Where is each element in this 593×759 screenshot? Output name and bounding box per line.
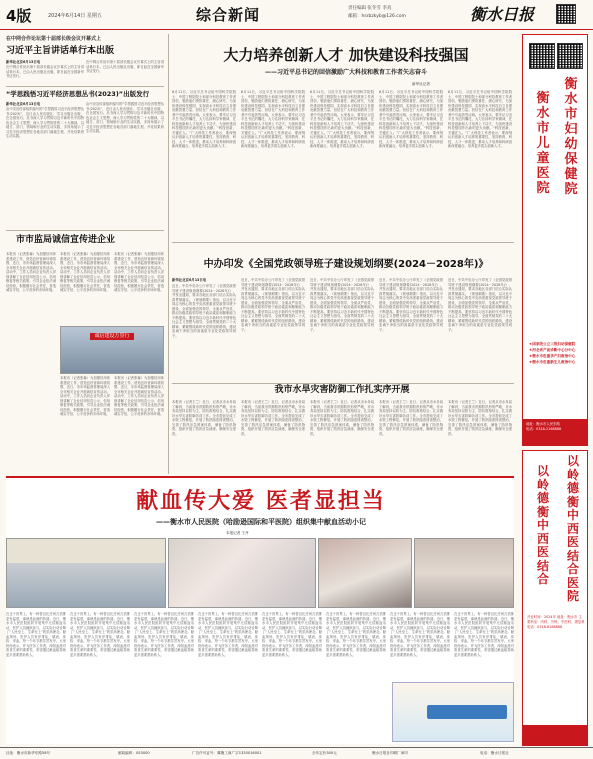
feature-corner-logo [392,682,514,742]
article-body: 6月11日，习近平总书记给中国科学院院士、中国工程院院士和部分科技教育工作者回信，勉励他们勇担重任、潜心研究，为加快建设科技强国、实现高水平科技自立自强贡献智慧力量。回信在广大科技和教育工作者中引起热烈反响。大家表示，要牢记习近平总书记的嘱托，大力弘扬科学家精神，在科技创新和人才培养上下功夫，为加快建设科技强国作出新的更大贡献。“科技创新，关键在人。”广大科技工作者表示，要深刻认识创新人才培养的重要性，坚持教育、科技、人才一体推进，推动人才培养和科研创新深度融合，培养更多拔尖创新人才。 [310,90,374,148]
article-body: 在这个世界上，有一种善良比任何言语都更有温度，那就是血液的传递。近日，衡水市人民医院组织开展集中无偿献血活动，医护人员踊跃参与，以实际行动诠释了“人民至上、生命至上”的崇高理念。献血现场，医护人员有序排队，填表、体检、采血，每一个环节都井然有序。大家纷纷表示，作为医务工作者，深知血液对患者生命的重要性，希望通过献血能帮助更多需要帮助的人。 [262,612,322,657]
article-body: 6月11日，习近平总书记给中国科学院院士、中国工程院院士和部分科技教育工作者回信，勉励他们勇担重任、潜心研究，为加快建设科技强国、实现高水平科技自立自强贡献智慧力量。回信在广大科技和教育工作者中引起热烈反响。大家表示，要牢记习近平总书记的嘱托，大力弘扬科学家精神，在科技创新和人才培养上下功夫，为加快建设科技强国作出新的更大贡献。“科技创新，关键在人。”广大科技工作者表示，要深刻认识创新人才培养的重要性，坚持教育、科技、人才一体推进，推动人才培养和科研创新深度融合，培养更多拔尖创新人才。 [241,90,305,148]
ad-title: 衡 水 市 妇 幼 保 健 院 [564,77,578,197]
main-top-article [172,34,514,238]
article-headline: 市市监局诚信宣传进企业 [16,235,116,245]
ad-features: ★国家级公立三级妇幼保健院 ★河北省产前诊断中心分中心 ★衡水市危重孕产妇救治中心 ★衡水市危重新生儿救治中心 [529,342,576,364]
article-body: 本报讯（记者王兰）近日，记者从市水务局了解到，当前我市汛期防汛形势严峻，市水务局坚持以防为主、防抗救相结合，扎实做好水旱灾害防御各项工作。全市提前完成了水毁工程修复，开展了防汛隐患排查整治，完善了防汛应急预案体系，储备了防汛物资，组织开展了防汛应急演练，确保安全度汛。 [448,400,512,436]
feature-photo-blood [168,538,316,608]
hospital-ad-maternal [522,34,588,446]
feature-subheadline: ——衡水市人民医院（哈励逊国际和平医院）组织集中献血活动小记 [156,518,366,526]
feature-photo-donor [414,538,514,608]
ad-footer: 地址：衡水市人民东路 电话：0318-2168888 [523,419,587,445]
article-body: 近日，中共中央办公厅印发了《全国党政领导班子建设规划纲要(2024－2028年)》，并发出通知，要求各地区各部门结合实际认真贯彻落实。《规划纲要》指出，以习近平同志为核心的党中央高度重视党政领导班子建设，全面加强党的领导，全面从严治党，推动各级党政领导班子政治素质和履职能力不断提高。要坚持以习近平新时代中国特色社会主义思想为指导，全面贯彻党的二十大精神，紧紧围绕新时代党的组织路线，建设忠诚干净担当的高素质专业化党政领导班子。 [448,278,512,332]
article-body: 在这个世界上，有一种善良比任何言语都更有温度，那就是血液的传递。近日，衡水市人民医院组织开展集中无偿献血活动，医护人员踊跃参与，以实际行动诠释了“人民至上、生命至上”的崇高理念。献血现场，医护人员有序排队，填表、体检、采血，每一个环节都井然有序。大家纷纷表示，作为医务工作者，深知血液对患者生命的重要性，希望通过献血能帮助更多需要帮助的人。 [390,612,450,657]
article-body: 本报讯（记者张赫）为加强信用体系建设工作，营造良好营商环境氛围，近日，市市场监督管理局深入全市相关企业开展诚信宣传活动。活动中，工作人员向企业负责人详细讲解了企业信用信息公示、信用修复等相关政策，引导企业依法诚信经营，积极履行社会责任，营造诚实守信、公平竞争的市场环境。 [60,376,110,416]
banner-text: 诚信建设万里行 [90,333,133,340]
article-body: 本报讯（记者王兰）近日，记者从市水务局了解到，当前我市汛期防汛形势严峻，市水务局坚持以防为主、防抗救相结合，扎实做好水旱灾害防御各项工作。全市提前完成了水毁工程修复，开展了防汛隐患排查整治，完善了防汛应急预案体系，储备了防汛物资，组织开展了防汛应急演练，确保安全度汛。 [241,400,305,436]
editor-email: 邮箱：hsrbzkyb@126.com [348,14,406,19]
ad-title: 以 岭 德 衡 中 西 医 结 合 医 院 [566,454,579,603]
footer-printer: 衡水日报社印刷厂承印 [372,751,408,755]
integrity-banner-photo [60,326,164,374]
article-body: 本报讯（记者张赫）为加强信用体系建设工作，营造良好营商环境氛围，近日，市市场监督管理局深入全市相关企业开展诚信宣传活动。活动中，工作人员向企业负责人详细讲解了企业信用信息公示、信用修复等相关政策，引导企业依法诚信经营，积极履行社会责任，营造诚实守信、公平竞争的市场环境。 [114,252,164,292]
page-number: 4版 [6,7,32,25]
feature-photo-nurses [318,538,412,608]
qr-code-header [556,4,576,24]
article-body: 近日，中共中央办公厅印发了《全国党政领导班子建设规划纲要(2024－2028年)》，并发出通知，要求各地区各部门结合实际认真贯彻落实。《规划纲要》指出，以习近平同志为核心的党中央高度重视党政领导班子建设，全面加强党的领导，全面从严治党，推动各级党政领导班子政治素质和履职能力不断提高。要坚持以习近平新时代中国特色社会主义思想为指导，全面贯彻党的二十大精神，紧紧围绕新时代党的组织路线，建设忠诚干净担当的高素质专业化党政领导班子。 [310,278,374,332]
ad-footer-bar [523,725,587,745]
feature-headline: 献血传大爱 医者显担当 [136,488,386,514]
article-body: 近日，中共中央办公厅印发了《全国党政领导班子建设规划纲要(2024－2028年)》，并发出通知，要求各地区各部门结合实际认真贯彻落实。《规划纲要》指出，以习近平同志为核心的党中央高度重视党政领导班子建设，全面加强党的领导，全面从严治党，推动各级党政领导班子政治素质和履职能力不断提高。要坚持以习近平新时代中国特色社会主义思想为指导，全面贯彻党的二十大精神，紧紧围绕新时代党的组织路线，建设忠诚干净担当的高素质专业化党政领导班子。 [241,278,305,332]
ad-body: 开业时间：2024年 地址：衡水市 主要科室：内科、外科、中医科、康复科 电话：0318-6188888 [527,615,585,629]
issue-date: 2024年6月14日 星期五 [48,13,102,19]
footer-price: 全年定价300元 [312,751,337,755]
article-body: 本报讯（记者王兰）近日，记者从市水务局了解到，当前我市汛期防汛形势严峻，市水务局坚持以防为主、防抗救相结合，扎实做好水旱灾害防御各项工作。全市提前完成了水毁工程修复，开展了防汛隐患排查整治，完善了防汛应急预案体系，储备了防汛物资，组织开展了防汛应急演练，确保安全度汛。 [379,400,443,436]
article-headline: “学思践悟习近平经济思想丛书(2023)”出版发行 [6,90,150,98]
main-mid-article [172,244,514,442]
ad-qr-code [529,43,555,69]
article-byline: 新华社北京6月13日电 [172,278,207,282]
article-kicker: 在中网合作论坛第十届部长级会议开幕式上 [6,36,102,42]
article-body: 本报讯（记者王兰）近日，记者从市水务局了解到，当前我市汛期防汛形势严峻，市水务局坚持以防为主、防抗救相结合，扎实做好水旱灾害防御各项工作。全市提前完成了水毁工程修复，开展了防汛隐患排查整治，完善了防汛应急预案体系，储备了防汛物资，组织开展了防汛应急演练，确保安全度汛。 [310,400,374,436]
editor-line: 责任编辑 张冬雪 李真 [348,6,392,11]
article-body: 6月11日，习近平总书记给中国科学院院士、中国工程院院士和部分科技教育工作者回信，勉励他们勇担重任、潜心研究，为加快建设科技强国、实现高水平科技自立自强贡献智慧力量。回信在广大科技和教育工作者中引起热烈反响。大家表示，要牢记习近平总书记的嘱托，大力弘扬科学家精神，在科技创新和人才培养上下功夫，为加快建设科技强国作出新的更大贡献。“科技创新，关键在人。”广大科技工作者表示，要深刻认识创新人才培养的重要性，坚持教育、科技、人才一体推进，推动人才培养和科研创新深度融合，培养更多拔尖创新人才。 [379,90,443,148]
ad-title: 以 岭 德 衡 中 西 医 结 合 [536,464,549,586]
article-body: 在这个世界上，有一种善良比任何言语都更有温度，那就是血液的传递。近日，衡水市人民医院组织开展集中无偿献血活动，医护人员踊跃参与，以实际行动诠释了“人民至上、生命至上”的崇高理念。献血现场，医护人员有序排队，填表、体检、采血，每一个环节都井然有序。大家纷纷表示，作为医务工作者，深知血液对患者生命的重要性，希望通过献血能帮助更多需要帮助的人。 [6,612,66,657]
article-byline: 新华社记者 [412,82,430,86]
footer-ad-license: 广告许可证号：冀衡工商广字1330016001 [192,751,262,755]
article-body: 在这个世界上，有一种善良比任何言语都更有温度，那就是血液的传递。近日，衡水市人民医院组织开展集中无偿献血活动，医护人员踊跃参与，以实际行动诠释了“人民至上、生命至上”的崇高理念。献血现场，医护人员有序排队，填表、体检、采血，每一个环节都井然有序。大家纷纷表示，作为医务工作者，深知血液对患者生命的重要性，希望通过献血能帮助更多需要帮助的人。 [326,612,386,657]
article-body: 本报讯（记者张赫）为加强信用体系建设工作，营造良好营商环境氛围，近日，市市场监督管理局深入全市相关企业开展诚信宣传活动。活动中，工作人员向企业负责人详细讲解了企业信用信息公示、信用修复等相关政策，引导企业依法诚信经营，积极履行社会责任，营造诚实守信、公平竞争的市场环境。 [60,252,110,292]
article-body: 本报讯（记者张赫）为加强信用体系建设工作，营造良好营商环境氛围，近日，市市场监督管理局深入全市相关企业开展诚信宣传活动。活动中，工作人员向企业负责人详细讲解了企业信用信息公示、信用修复等相关政策，引导企业依法诚信经营，积极履行社会责任，营造诚实守信、公平竞争的市场环境。 [6,252,56,292]
article-headline: 大力培养创新人才 加快建设科技强国 [223,46,469,64]
article-body: 由中央宣传部组织编写的“学思践悟习近平经济思想丛书(2023)”，近日由人民出版社、学习出版社出版，在全国发行。丛书深入学习贯彻习近平新时代中国特色社会主义思想，深入学习贯彻党的二十大精神，以地方、部门、领域和行业的生动实践，多视角展示了习近平经济思想在各地各部门落地生根、开花结果的生动实践。 [86,102,164,133]
footer-phone: 电话：衡水日报社 [480,751,509,755]
article-body: 由中央宣传部组织编写的“学思践悟习近平经济思想丛书(2023)”，近日由人民出版社、学习出版社出版，在全国发行。丛书深入学习贯彻习近平新时代中国特色社会主义思想，深入学习贯彻党的二十大精神，以地方、部门、领域和行业的生动实践，多视角展示了习近平经济思想在各地各部门落地生根、开花结果的生动实践。 [6,107,84,138]
article-body: 本报讯（记者张赫）为加强信用体系建设工作，营造良好营商环境氛围，近日，市市场监督管理局深入全市相关企业开展诚信宣传活动。活动中，工作人员向企业负责人详细讲解了企业信用信息公示、信用修复等相关政策，引导企业依法诚信经营，积极履行社会责任，营造诚实守信、公平竞争的市场环境。 [114,376,164,416]
feature-photo-crowd [6,538,166,608]
section-title: 综合新闻 [196,6,261,24]
masthead-logo: 衡水日报 [470,5,535,24]
article-byline: 新华社北京6月13日电 [6,60,41,64]
feature-article [6,476,514,744]
ad-title: 衡 水 市 儿 童 医 院 [536,91,550,196]
page-footer [0,747,593,759]
article-body: 本报讯（记者王兰）近日，记者从市水务局了解到，当前我市汛期防汛形势严峻，市水务局坚持以防为主、防抗救相结合，扎实做好水旱灾害防御各项工作。全市提前完成了水毁工程修复，开展了防汛隐患排查整治，完善了防汛应急预案体系，储备了防汛物资，组织开展了防汛应急演练，确保安全度汛。 [172,400,236,436]
page-header [0,0,593,30]
article-headline: 我市水旱灾害防御工作扎实序开展 [274,385,410,395]
article-byline: 新华社北京6月13日电 [6,102,41,106]
article-body: 6月11日，习近平总书记给中国科学院院士、中国工程院院士和部分科技教育工作者回信，勉励他们勇担重任、潜心研究，为加快建设科技强国、实现高水平科技自立自强贡献智慧力量。回信在广大科技和教育工作者中引起热烈反响。大家表示，要牢记习近平总书记的嘱托，大力弘扬科学家精神，在科技创新和人才培养上下功夫，为加快建设科技强国作出新的更大贡献。“科技创新，关键在人。”广大科技工作者表示，要深刻认识创新人才培养的重要性，坚持教育、科技、人才一体推进，推动人才培养和科研创新深度融合，培养更多拔尖创新人才。 [448,90,512,148]
article-body: 在这个世界上，有一种善良比任何言语都更有温度，那就是血液的传递。近日，衡水市人民医院组织开展集中无偿献血活动，医护人员踊跃参与，以实际行动诠释了“人民至上、生命至上”的崇高理念。献血现场，医护人员有序排队，填表、体检、采血，每一个环节都井然有序。大家纷纷表示，作为医务工作者，深知血液对患者生命的重要性，希望通过献血能帮助更多需要帮助的人。 [134,612,194,657]
article-headline: 习近平主旨讲话单行本出版 [6,46,115,56]
article-body: 在这个世界上，有一种善良比任何言语都更有温度，那就是血液的传递。近日，衡水市人民医院组织开展集中无偿献血活动，医护人员踊跃参与，以实际行动诠释了“人民至上、生命至上”的崇高理念。献血现场，医护人员有序排队，填表、体检、采血，每一个环节都井然有序。大家纷纷表示，作为医务工作者，深知血液对患者生命的重要性，希望通过献血能帮助更多需要帮助的人。 [70,612,130,657]
feature-byline: 本报记者 王丹 [226,531,249,535]
hospital-ad-yiling [522,450,588,746]
article-headline: 中办印发《全国党政领导班子建设规划纲要(2024－2028年)》 [203,259,489,270]
ad-qr-code [557,43,583,69]
article-body: 近日，中共中央办公厅印发了《全国党政领导班子建设规划纲要(2024－2028年)》，并发出通知，要求各地区各部门结合实际认真贯彻落实。《规划纲要》指出，以习近平同志为核心的党中央高度重视党政领导班子建设，全面加强党的领导，全面从严治党，推动各级党政领导班子政治素质和履职能力不断提高。要坚持以习近平新时代中国特色社会主义思想为指导，全面贯彻党的二十大精神，紧紧围绕新时代党的组织路线，建设忠诚干净担当的高素质专业化党政领导班子。 [379,278,443,332]
footer-address: 社址：衡水市新华东路58号 [6,751,51,755]
article-subheadline: ——习近平总书记的回信激励广大科技和教育工作者矢志奋斗 [264,69,427,76]
footer-postcode: 邮政编码：053000 [118,751,150,755]
article-body: 在中网合作论坛第十届部长级会议开幕式上的主旨讲话单行本，已由人民出版社出版，即日起在全国新华书店发行。 [6,65,84,78]
article-body: 6月11日，习近平总书记给中国科学院院士、中国工程院院士和部分科技教育工作者回信，勉励他们勇担重任、潜心研究，为加快建设科技强国、实现高水平科技自立自强贡献智慧力量。回信在广大科技和教育工作者中引起热烈反响。大家表示，要牢记习近平总书记的嘱托，大力弘扬科学家精神，在科技创新和人才培养上下功夫，为加快建设科技强国作出新的更大贡献。“科技创新，关键在人。”广大科技工作者表示，要深刻认识创新人才培养的重要性，坚持教育、科技、人才一体推进，推动人才培养和科研创新深度融合，培养更多拔尖创新人才。 [172,90,236,148]
article-body: 在这个世界上，有一种善良比任何言语都更有温度，那就是血液的传递。近日，衡水市人民医院组织开展集中无偿献血活动，医护人员踊跃参与，以实际行动诠释了“人民至上、生命至上”的崇高理念。献血现场，医护人员有序排队，填表、体检、采血，每一个环节都井然有序。大家纷纷表示，作为医务工作者，深知血液对患者生命的重要性，希望通过献血能帮助更多需要帮助的人。 [454,612,514,657]
article-body: 在这个世界上，有一种善良比任何言语都更有温度，那就是血液的传递。近日，衡水市人民医院组织开展集中无偿献血活动，医护人员踊跃参与，以实际行动诠释了“人民至上、生命至上”的崇高理念。献血现场，医护人员有序排队，填表、体检、采血，每一个环节都井然有序。大家纷纷表示，作为医务工作者，深知血液对患者生命的重要性，希望通过献血能帮助更多需要帮助的人。 [198,612,258,657]
article-body: 近日，中共中央办公厅印发了《全国党政领导班子建设规划纲要(2024－2028年)》，并发出通知，要求各地区各部门结合实际认真贯彻落实。《规划纲要》指出，以习近平同志为核心的党中央高度重视党政领导班子建设，全面加强党的领导，全面从严治党，推动各级党政领导班子政治素质和履职能力不断提高。要坚持以习近平新时代中国特色社会主义思想为指导，全面贯彻党的二十大精神，紧紧围绕新时代党的组织路线，建设忠诚干净担当的高素质专业化党政领导班子。 [172,284,236,338]
article-body: 在中网合作论坛第十届部长级会议开幕式上的主旨讲话单行本，已由人民出版社出版，即日起在全国新华书店发行。 [86,60,164,73]
